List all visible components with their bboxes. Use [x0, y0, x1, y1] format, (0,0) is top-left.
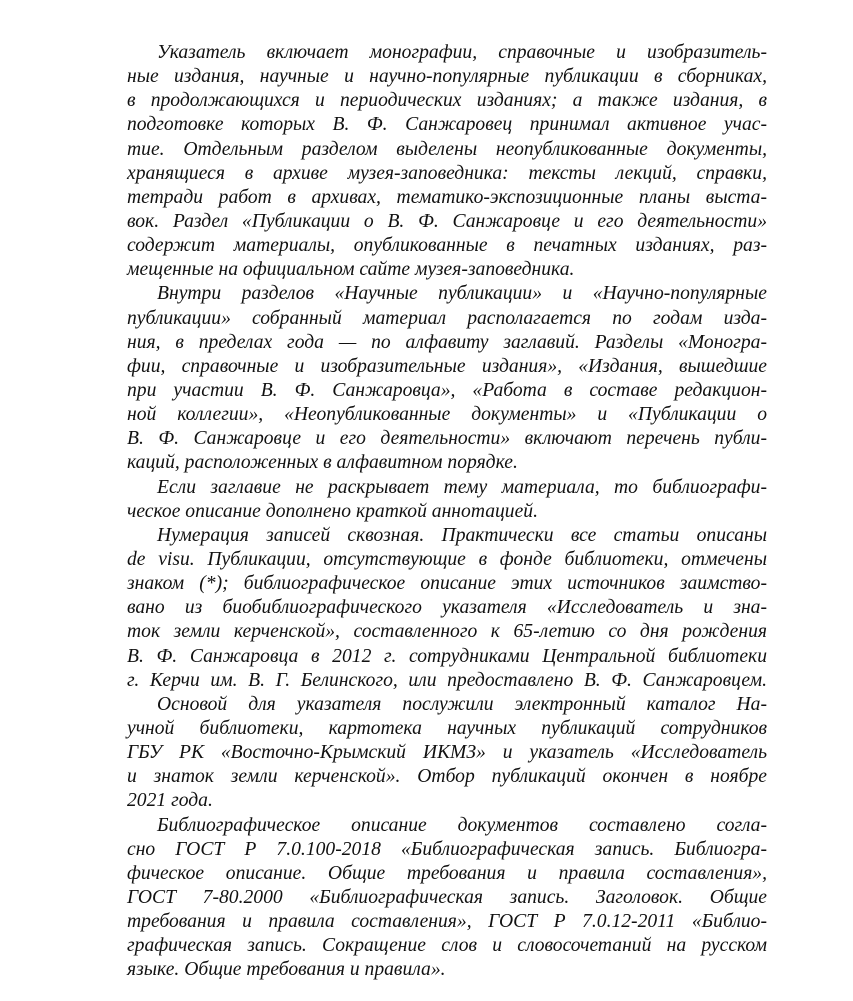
text-line: фии, справочные и изобразительные издания», «Издания, вышедшие: [127, 355, 767, 377]
text-line: Библиографическое описание документов составлено согла-: [157, 814, 767, 836]
text-line: тетради работ в архивах, тематико-экспозиционные планы выста-: [127, 186, 767, 208]
text-line: г. Керчи им. В. Г. Белинского, или предоставлено В. Ф. Санжаровцем.: [127, 669, 767, 691]
text-line: хранящиеся в архиве музея-заповедника: тексты лекций, справки,: [127, 162, 767, 184]
text-line: Нумерация записей сквозная. Практически все статьи описаны: [157, 524, 767, 546]
text-line: подготовке которых В. Ф. Санжаровец принимал активное учас-: [127, 114, 767, 136]
text-line: 2021 года.: [127, 790, 213, 812]
text-line: содержит материалы, опубликованные в печатных изданиях, раз-: [127, 235, 767, 257]
paragraph-annotations: [127, 476, 767, 524]
text-line: Указатель включает монографии, справочные и изобразитель-: [157, 42, 767, 63]
text-line: Внутри разделов «Научные публикации» и «Научно-популярные: [157, 283, 767, 305]
text-line: ной коллегии», «Неопубликованные документы» и «Публикации о: [127, 404, 767, 426]
text-line: ГОСТ 7-80.2000 «Библиографическая запись. Заголовок. Общие: [127, 886, 767, 908]
text-line: графическая запись. Сокращение слов и словосочетаний на русском: [127, 935, 767, 957]
text-line: при участии В. Ф. Санжаровца», «Работа в составе редакцион-: [127, 379, 767, 401]
paragraph-standards: [127, 814, 767, 983]
text-line: фическое описание. Общие требования и правила составления»,: [127, 862, 767, 884]
paragraph-section-order: [127, 282, 767, 475]
text-line: В. Ф. Санжаровце и его деятельности» включают перечень публи-: [127, 428, 767, 450]
text-line: учной библиотеки, картотека научных публикаций сотрудников: [127, 717, 767, 739]
document-page: [127, 41, 767, 982]
text-line: Если заглавие не раскрывает тему материала, то библиографи-: [157, 476, 767, 498]
text-line: В. Ф. Санжаровца в 2012 г. сотрудниками Центральной библиотеки: [127, 645, 767, 667]
text-line: Основой для указателя послужили электронный каталог На-: [157, 693, 767, 715]
text-line: ния, в пределах года — по алфавиту заглавий. Разделы «Моногра-: [127, 331, 767, 353]
text-line: знаком (*); библиографическое описание этих источников заимство-: [127, 573, 767, 595]
text-line: каций, расположенных в алфавитном порядке.: [127, 452, 518, 474]
text-line: de visu. Публикации, отсутствующие в фонде библиотеки, отмечены: [127, 548, 767, 570]
text-line: тие. Отдельным разделом выделены неопубликованные документы,: [127, 138, 767, 160]
text-line: публикации» собранный материал располагается по годам изда-: [127, 307, 767, 329]
text-line: и знаток земли керченской». Отбор публикаций окончен в ноябре: [127, 766, 767, 788]
text-line: мещенные на официальном сайте музея-заповедника.: [127, 259, 575, 281]
paragraph-numbering: [127, 524, 767, 693]
text-line: в продолжающихся и периодических изданиях; а также издания, в: [127, 90, 767, 112]
text-line: требования и правила составления», ГОСТ Р 7.0.12-2011 «Библио-: [127, 911, 767, 933]
text-line: ГБУ РК «Восточно-Крымский ИКМЗ» и указатель «Исследователь: [127, 742, 767, 764]
text-line: ные издания, научные и научно-популярные публикации в сборниках,: [127, 66, 767, 88]
text-line: ток земли керченской», составленного к 65-летию со дня рождения: [127, 621, 767, 643]
text-line: вок. Раздел «Публикации о В. Ф. Санжаровце и его деятельности»: [127, 210, 767, 232]
text-line: языке. Общие требования и правила».: [127, 959, 446, 981]
paragraph-sources: [127, 693, 767, 814]
paragraph-contents-overview: [127, 41, 767, 282]
text-line: вано из биобиблиографического указателя «Исследователь и зна-: [127, 597, 767, 619]
text-line: сно ГОСТ Р 7.0.100-2018 «Библиографическая запись. Библиогра-: [127, 838, 767, 860]
text-line: ческое описание дополнено краткой аннотацией.: [127, 500, 538, 522]
